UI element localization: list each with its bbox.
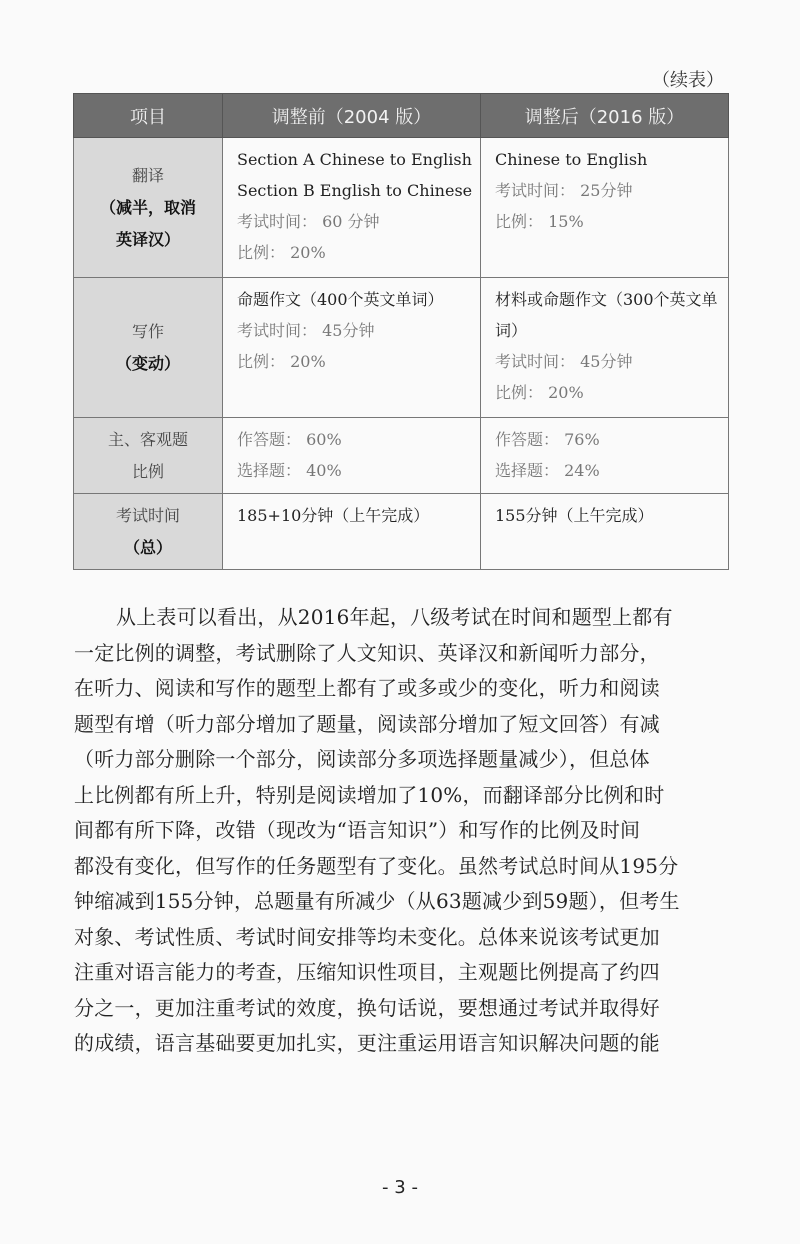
table-row-question-ratio (74, 418, 729, 494)
cell-line: Chinese to English (495, 150, 648, 169)
cell-after (481, 418, 729, 494)
row-label-line: 翻译 (131, 165, 164, 185)
paragraph-line: （听力部分删除一个部分，阅读部分多项选择题量减少），但总体 (74, 747, 650, 771)
paragraph-line: 都没有变化，但写作的任务题型有了变化。虽然考试总时间从195分 (74, 853, 679, 878)
table-row-translation (74, 138, 729, 278)
header-after: 调整后（2016 版） (481, 94, 729, 138)
table-row-total-time (74, 494, 729, 570)
cell-before (223, 278, 481, 418)
cell-line: 选择题： 40% (237, 461, 342, 480)
cell-line: Section A Chinese to English (237, 150, 472, 169)
row-label-line: 比例 (131, 461, 164, 481)
cell-line: 考试时间： 60 分钟 (237, 212, 380, 231)
row-label-line: 考试时间 (115, 505, 180, 525)
cell-after (481, 278, 729, 418)
body-paragraph (74, 600, 734, 1062)
cell-line: 作答题： 60% (237, 430, 342, 449)
paragraph-line: 的成绩，语言基础要更加扎实，更注重运用语言知识解决问题的能 (74, 1031, 660, 1055)
row-label-line: （减半，取消 (99, 197, 196, 217)
row-label-line: 主、客观题 (107, 429, 188, 449)
cell-line: 比例： 20% (237, 243, 326, 262)
cell-line: 考试时间： 45分钟 (237, 321, 375, 340)
cell-line: 考试时间： 45分钟 (495, 352, 633, 371)
cell-line: 155分钟（上午完成） (495, 506, 654, 525)
cell-line: 比例： 15% (495, 212, 584, 231)
row-label-line: 写作 (131, 321, 164, 341)
paragraph-line: 上比例都有所上升，特别是阅读增加了10%，而翻译部分比例和时 (74, 782, 665, 807)
table-row-writing (74, 278, 729, 418)
cell-line: 材料或命题作文（300个英文单词） (495, 290, 718, 340)
cell-line: 比例： 20% (237, 352, 326, 371)
row-label-line: （总） (123, 537, 172, 557)
paragraph-line: 对象、考试性质、考试时间安排等均未变化。总体来说该考试更加 (74, 924, 660, 949)
cell-line: 考试时间： 25分钟 (495, 181, 633, 200)
paragraph-line: 从上表可以看出，从2016年起，八级考试在时间和题型上都有 (116, 605, 673, 629)
cell-line: 比例： 20% (495, 383, 584, 402)
paragraph-line: 钟缩减到155分钟，总题量有所减少（从63题减少到59题），但考生 (74, 889, 680, 913)
paragraph-line: 分之一，更加注重考试的效度，换句话说，要想通过考试并取得好 (74, 995, 660, 1020)
paragraph-line: 题型有增（听力部分增加了题量，阅读部分增加了短文回答）有减 (74, 711, 660, 736)
table-header-row (74, 94, 729, 138)
cell-line: 作答题： 76% (495, 430, 600, 449)
cell-line: 命题作文（400个英文单词） (237, 290, 444, 309)
paragraph-line: 注重对语言能力的考查，压缩知识性项目，主观题比例提高了约四 (74, 960, 660, 984)
cell-line: 185+10分钟（上午完成） (237, 506, 430, 525)
cell-before (223, 138, 481, 278)
row-label (74, 418, 223, 494)
paragraph-line: 在听力、阅读和写作的题型上都有了或多或少的变化，听力和阅读 (74, 676, 660, 700)
row-label (74, 138, 223, 278)
paragraph-line: 一定比例的调整，考试删除了人文知识、英译汉和新闻听力部分， (74, 640, 660, 665)
cell-before (223, 494, 481, 570)
cell-after (481, 494, 729, 570)
row-label (74, 278, 223, 418)
row-label (74, 494, 223, 570)
cell-after (481, 138, 729, 278)
continued-table-label: （续表） (652, 70, 724, 91)
row-label-line: 英译汉） (115, 229, 180, 249)
comparison-table (73, 93, 729, 570)
page-number: - 3 - (382, 1177, 418, 1198)
cell-line: Section B English to Chinese (237, 181, 473, 200)
row-label-line: （变动） (115, 353, 180, 373)
paragraph-line: 间都有所下降，改错（现改为“语言知识”）和写作的比例及时间 (74, 818, 641, 842)
cell-before (223, 418, 481, 494)
cell-line: 选择题： 24% (495, 461, 600, 480)
header-before: 调整前（2004 版） (223, 94, 481, 138)
header-item: 项目 (74, 94, 223, 138)
